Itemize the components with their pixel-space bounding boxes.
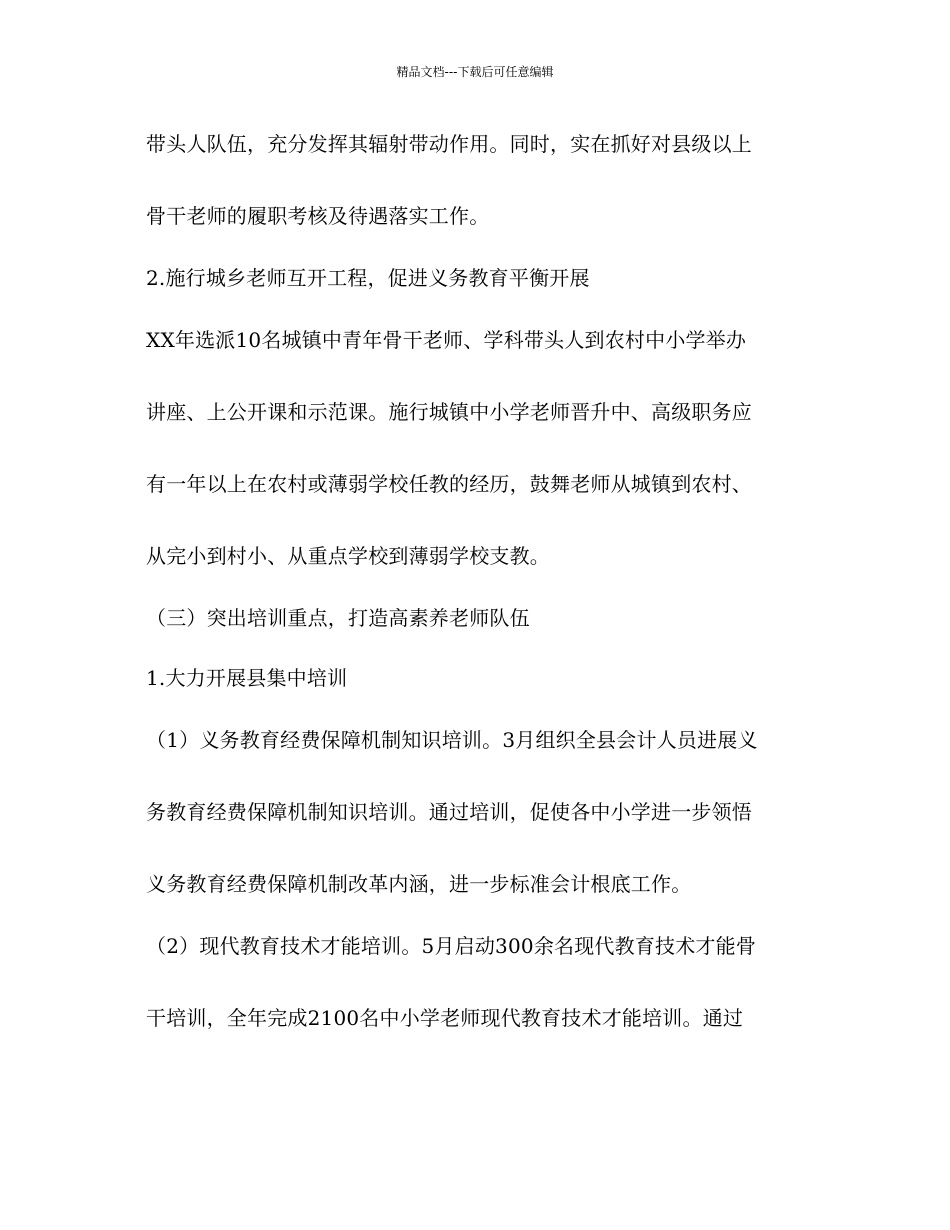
body-line: 务教育经费保障机制知识培训。通过培训，促使各中小学进一步领悟 — [146, 800, 752, 824]
body-line: （2）现代教育技术才能培训。5月启动300余名现代教育技术才能骨 — [146, 934, 757, 958]
body-line: XX年选派10名城镇中青年骨干老师、学科带头人到农村中小学举办 — [146, 328, 747, 352]
page-header: 精品文档---下载后可任意编辑 — [396, 65, 554, 79]
section-heading: 2.施行城乡老师互开工程，促进义务教育平衡开展 — [146, 266, 590, 290]
body-line: 从完小到村小、从重点学校到薄弱学校支教。 — [146, 544, 550, 568]
body-line: 带头人队伍，充分发挥其辐射带动作用。同时，实在抓好对县级以上 — [146, 132, 752, 156]
section-heading: 1.大力开展县集中培训 — [146, 666, 348, 690]
body-line: 骨干老师的履职考核及待遇落实工作。 — [146, 204, 490, 228]
body-line: 讲座、上公开课和示范课。施行城镇中小学老师晋升中、高级职务应 — [146, 400, 752, 424]
section-heading: （三）突出培训重点，打造高素养老师队伍 — [146, 606, 530, 630]
body-line: （1）义务教育经费保障机制知识培训。3月组织全县会计人员进展义 — [146, 728, 758, 752]
body-line: 义务教育经费保障机制改革内涵，进一步标准会计根底工作。 — [146, 872, 692, 896]
body-line: 有一年以上在农村或薄弱学校任教的经历，鼓舞老师从城镇到农村、 — [146, 472, 752, 496]
body-line: 干培训，全年完成2100名中小学老师现代教育技术才能培训。通过 — [146, 1006, 744, 1030]
